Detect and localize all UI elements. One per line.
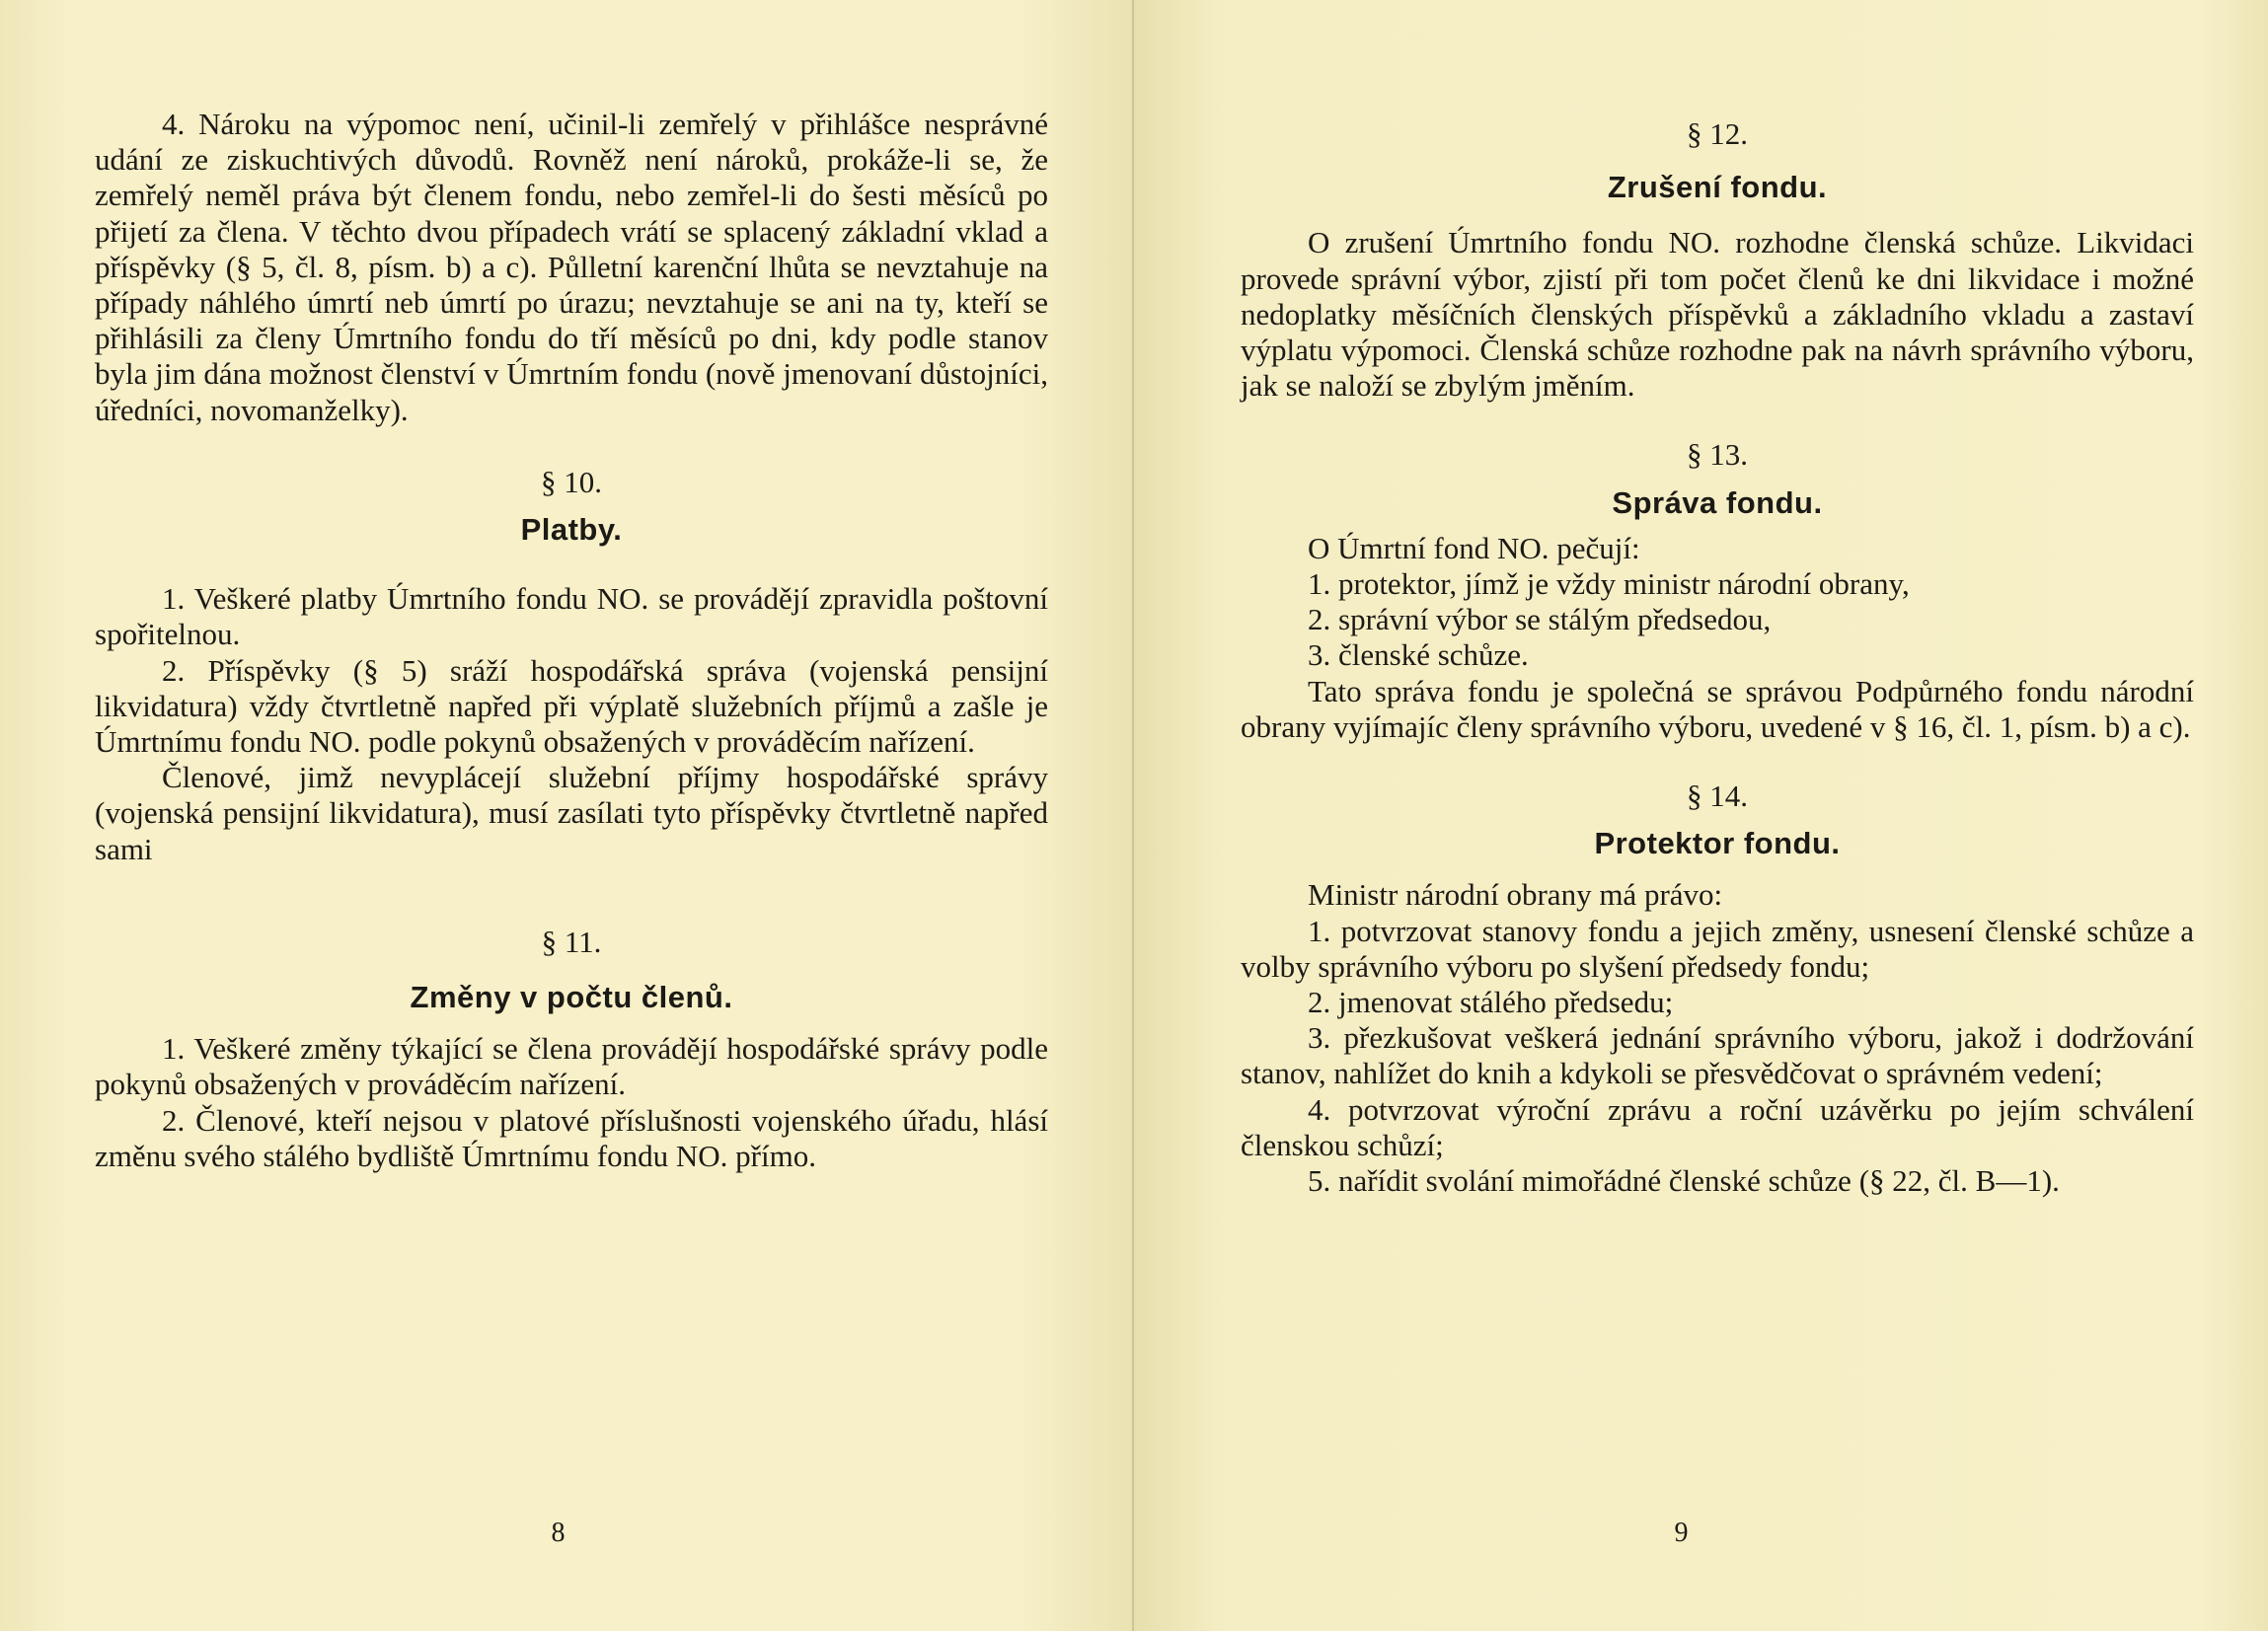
- list-item: 1. protektor, jímž je vždy ministr národní obrany,: [1308, 566, 1910, 602]
- section-heading: Zrušení fondu.: [1607, 170, 1828, 205]
- list-item: 2. jmenovat stálého předsedu;: [1308, 985, 1674, 1020]
- list-item: 3. přezkušovat veškerá jednání správního výboru, jakož i dodržování stanov, nahlížet do knih a kdykoli se přesvědčovat o správném vedení;: [1241, 1020, 2194, 1091]
- section-number: § 10.: [541, 464, 602, 499]
- section-number: § 13.: [1687, 437, 1748, 473]
- section-heading: Platby.: [520, 512, 623, 548]
- page-number: 9: [1674, 1518, 1689, 1548]
- paragraph: 4. Nároku na výpomoc není, učinil-li zemřelý v přihlášce nesprávné udání ze ziskuchtivých důvodů. Rovněž není nároků, prokáže-li se, že zemřelý neměl práva být členem fondu, nebo zemřel-li do šesti měsíců po přijetí za člena. V těchto dvou případech vrátí se splacený základní vklad a příspěvky (§ 5, čl. 8, písm. b) a c). Půlletní karenční lhůta se nevztahuje na případy náhlého úmrtí neb úmrtí po úrazu; nevztahuje se ani na ty, kteří se přihlásili za členy Úmrtního fondu do tří měsíců po dni, kdy podle stanov byla jim dána možnost členství v Úmrtním fondu (nově jmenovaní důstojníci, úředníci, novomanželky).: [95, 107, 1048, 427]
- paragraph: Tato správa fondu je společná se správou Podpůrného fondu národní obrany vyjímajíc členy správního výboru, uvedené v § 16, čl. 1, písm. b) a c).: [1241, 673, 2194, 744]
- paragraph: 1. Veškeré změny týkající se člena provádějí hospodářské správy podle pokynů obsažených v prováděcím nařízení.: [95, 1031, 1048, 1102]
- right-page: [1134, 0, 2268, 1631]
- list-item: 2. správní výbor se stálým předsedou,: [1308, 602, 1772, 637]
- section-heading: Protektor fondu.: [1594, 826, 1841, 861]
- page-number: 8: [551, 1518, 566, 1548]
- section-number: § 12.: [1687, 116, 1748, 151]
- paragraph: 2. Členové, kteří nejsou v platové příslušnosti vojenského úřadu, hlásí změnu svého stálého bydliště Úmrtnímu fondu NO. přímo.: [95, 1102, 1048, 1173]
- paragraph: O Úmrtní fond NO. pečují:: [1308, 530, 1640, 565]
- paragraph: Ministr národní obrany má právo:: [1308, 877, 1723, 913]
- list-item: 1. potvrzovat stanovy fondu a jejich změny, usnesení členské schůze a volby správního výboru po slyšení předsedy fondu;: [1241, 913, 2194, 984]
- section-heading: Změny v počtu členů.: [410, 980, 733, 1015]
- paragraph: 2. Příspěvky (§ 5) sráží hospodářská správa (vojenská pensijní likvidatura) vždy čtvrtletně napřed při výplatě služebních příjmů a zašle je Úmrtnímu fondu NO. podle pokynů obsažených v prováděcím nařízení.: [95, 652, 1048, 760]
- section-number: § 14.: [1687, 778, 1748, 814]
- list-item: 3. členské schůze.: [1308, 637, 1529, 673]
- right-page-text: [1241, 116, 2194, 1199]
- list-item: 4. potvrzovat výroční zprávu a roční uzávěrku po jejím schválení členskou schůzí;: [1241, 1091, 2194, 1162]
- section-heading: Správa fondu.: [1612, 484, 1823, 520]
- section-number: § 11.: [541, 924, 602, 959]
- list-item: 5. nařídit svolání mimořádné členské schůze (§ 22, čl. B—1).: [1308, 1163, 2060, 1199]
- paragraph: Členové, jimž nevyplácejí služební příjmy hospodářské správy (vojenská pensijní likvidatura), musí zasílati tyto příspěvky čtvrtletně napřed sami: [95, 760, 1048, 866]
- left-page-text: [95, 107, 1048, 1174]
- paragraph: O zrušení Úmrtního fondu NO. rozhodne členská schůze. Likvidaci provede správní výbor, zjistí při tom počet členů ke dni likvidace i možné nedoplatky měsíčních členských příspěvků a základního vkladu a zastaví výplatu výpomoci. Členská schůze rozhodne pak na návrh správního výboru, jak se naloží se zbylým jměním.: [1241, 225, 2194, 404]
- paragraph: 1. Veškeré platby Úmrtního fondu NO. se provádějí zpravidla poštovní spořitelnou.: [95, 581, 1048, 652]
